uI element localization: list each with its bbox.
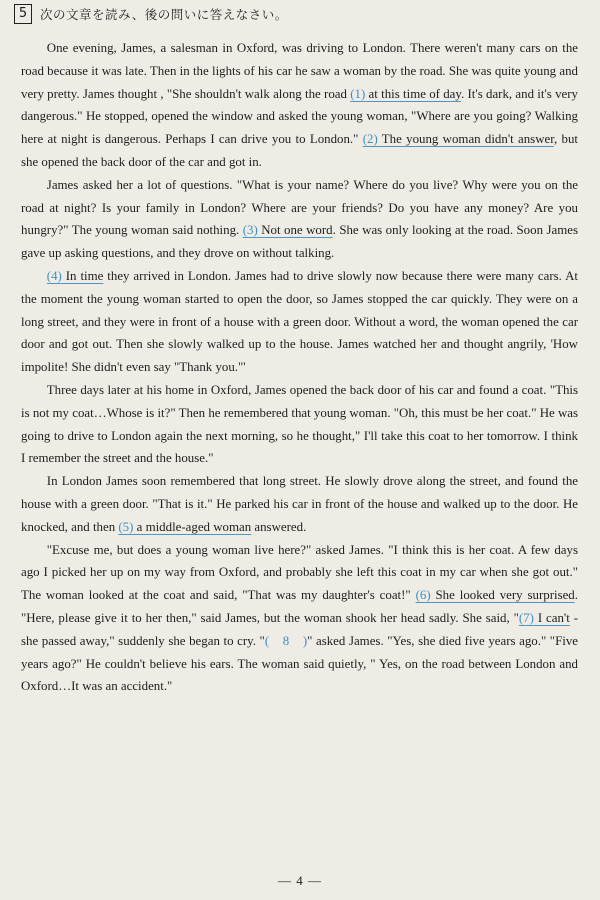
- marker-1: (1): [350, 86, 366, 101]
- underline-6: [416, 588, 575, 602]
- p1-text-c: , but she opened the back door of the car and got in.: [21, 132, 579, 169]
- marker-7: (7): [518, 610, 534, 625]
- underlined-text-1: at this time of day: [365, 86, 462, 101]
- p5-text-a: In London James soon remembered that long street. He slowly drove along the street, and found the house with a green door. "That is it." He parked his car in front of the house and walked up to the door. He knocked, and then: [21, 474, 578, 534]
- p4-text-a: Three days later at his home in Oxford, James opened the back door of his car and found a coat. "This is not my coat…Whose is it?" Then he remembered that young woman. "Oh, this must be her coat." He was going to drive to London again the next morning, so he thought," I'll take this coat to her tomorrow. I think I remember the street and the house.": [21, 382, 578, 466]
- blank-8: ( 8 ): [264, 633, 308, 648]
- marker-4: (4): [46, 268, 62, 283]
- p1-text-b: . It's dark, and it's very dangerous." He stopped, opened the window and asked the young woman, "Where are you going? Walking here at night is dangerous. Perhaps I can drive you to London.": [21, 86, 578, 147]
- paragraph-4: [21, 379, 578, 470]
- p2-text-b: . She was only looking at the road. Soon James gave up asking questions, and they drove on without talking.: [21, 223, 579, 261]
- p6-text-b: . "Here, please give it to her then," said James, but the woman shook her head sadly. She said, ": [21, 588, 578, 625]
- question-instruction: 次の文章を読み、後の問いに答えなさい。: [40, 7, 288, 22]
- underline-3: [243, 223, 333, 237]
- paragraph-1: [21, 37, 578, 174]
- marker-3: (3): [242, 223, 258, 238]
- reading-passage: [21, 37, 578, 698]
- underline-1: [350, 87, 461, 101]
- page-number: — 4 —: [278, 873, 322, 888]
- paragraph-6: [21, 539, 578, 699]
- p2-text-a: James asked her a lot of questions. "What is your name? Where do you live? Why were you on the road at night? Is your family in London? Where are your friends? Do you have any money? Are you hungry?" The young woman said nothing.: [21, 177, 578, 238]
- p3-text-a: they arrived in London. James had to drive slowly now because there were many cars. At the moment the young woman started to open the door, so James stopped the car quickly. They were on a long street, and they were in front of a house with a green door. Without a word, the woman opened the car door and got out. Then she slowly walked up to the house. James watched her and thought angrily, 'How impolite! She didn't even say "Thank you."': [21, 268, 578, 375]
- underline-5: [118, 520, 251, 534]
- p5-text-b: answered.: [251, 519, 307, 534]
- marker-5: (5): [118, 519, 134, 534]
- underlined-text-4: In time: [61, 268, 104, 283]
- question-header: [14, 4, 288, 24]
- underline-2: [363, 132, 554, 146]
- underlined-text-5: a middle-aged woman: [133, 519, 252, 534]
- p6-text-d: " asked James. "Yes, she died five years ago." "Five years ago?" He couldn't believe his ears. The woman said quietly, " Yes, on the road between London and Oxford…It was an accident.": [21, 633, 578, 694]
- underline-4: [47, 269, 104, 283]
- underlined-text-7: I can't: [533, 610, 570, 625]
- underlined-text-3: Not one word: [257, 223, 333, 238]
- p6-text-a: "Excuse me, but does a young woman live here?" asked James. "I think this is her coat. A few days ago I picked her up on my way from Oxford, and probably she left this coat in my car when she got out." The woman looked at the coat and said, "That was my daughter's coat!": [21, 542, 578, 603]
- paragraph-3: [21, 265, 578, 379]
- question-number-box: 5: [14, 4, 32, 24]
- paragraph-2: [21, 174, 578, 265]
- underline-7: [519, 611, 570, 625]
- marker-2: (2): [362, 132, 378, 147]
- p6-text-c: - she passed away," suddenly she began to cry. ": [21, 610, 579, 648]
- underlined-text-6: She looked very surprised: [430, 588, 575, 603]
- underlined-text-2: The young woman didn't answer: [377, 132, 555, 147]
- marker-6: (6): [415, 588, 431, 603]
- paragraph-5: [21, 470, 578, 538]
- p1-text-a: One evening, James, a salesman in Oxford, was driving to London. There weren't many cars on the road because it was late. Then in the lights of his car he saw a woman by the road. She was quite young and very pretty. James thought , "She shouldn't walk along the road: [21, 41, 578, 101]
